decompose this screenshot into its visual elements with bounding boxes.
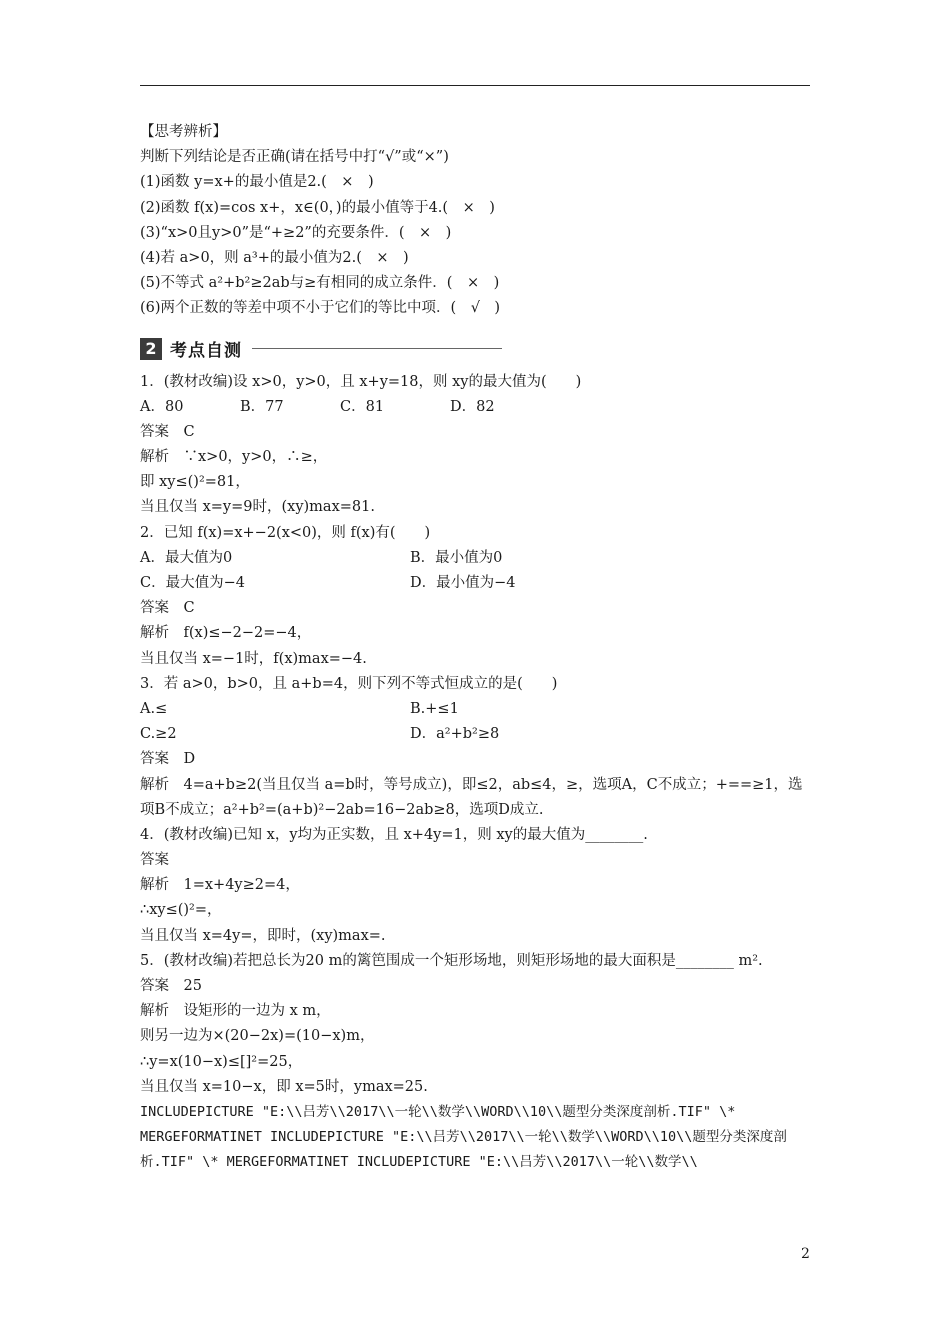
option-d: D．最小值为−4 [410,575,516,591]
thinking-item: (3)“x>0且y>0”是“+≥2”的充要条件．( × ) [140,224,452,241]
thinking-title: 【思考辨析】 [140,124,227,140]
question-options [140,546,812,571]
option-c: C.≥2 [140,726,177,743]
answer: 答案 C [140,600,195,617]
question-options [140,722,812,747]
thinking-intro: 判断下列结论是否正确(请在括号中打“√”或“×”) [140,149,449,166]
question-options [140,571,812,596]
option-a: A．80 [140,398,184,415]
analysis-line: 解析 设矩形的一边为 x m， [140,1003,331,1020]
section-heading [140,336,812,362]
option-b: B.+≤1 [410,700,459,717]
analysis-line: 即 xy≤()²=81， [140,474,250,491]
question-options [140,395,812,420]
answer: 答案 D [140,751,196,768]
section-title: 考点自测 [170,341,242,361]
question-options [140,697,812,722]
option-b: B．最小值为0 [410,549,503,566]
question-stem: 3．若 a>0，b>0，且 a+b=4，则下列不等式恒成立的是( ) [140,675,558,692]
section-rule [252,348,502,349]
page-number: 2 [801,1246,810,1262]
analysis-line: 当且仅当 x=10−x，即 x=5时，ymax=25. [140,1078,428,1095]
thinking-item: (1)函数 y=x+的最小值是2.( × ) [140,174,374,191]
thinking-item: (4)若 a>0，则 a³+的最小值为2.( × ) [140,249,409,266]
option-c: C．81 [340,398,385,415]
option-d: D．82 [450,398,495,415]
answer: 答案 [140,852,169,869]
analysis-line: 当且仅当 x=y=9时，(xy)max=81. [140,499,375,516]
analysis-line: 解析 ∵x>0，y>0，∴≥， [140,449,328,466]
analysis-line: 当且仅当 x=−1时，f(x)max=−4. [140,650,367,667]
answer: 答案 C [140,423,195,440]
answer: 答案 25 [140,978,202,995]
field-code-text: INCLUDEPICTURE "E:\\吕芳\\2017\\一轮\\数学\\WORD\\10\\题型分类深度剖析.TIF" \* MERGEFORMATINET INCLUDEPICTURE "E:\\吕芳\\2017\\一轮\\数学\\WORD\\10\\题型分类深度剖析.TIF" \* MERGEFORMATINET INCLUDEPICTURE "E:\\吕芳\\2017\\一轮\\数学\\ [140,1103,787,1171]
analysis-line: 当且仅当 x=4y=，即时，(xy)max=. [140,927,386,944]
option-d: D．a²+b²≥8 [410,726,500,743]
question-stem: 2．已知 f(x)=x+−2(x<0)，则 f(x)有( ) [140,524,431,541]
thinking-item: (2)函数 f(x)=cos x+，x∈(0，)的最小值等于4.( × ) [140,199,495,216]
analysis-line: 解析 f(x)≤−2−2=−4， [140,625,312,642]
analysis-line: ∴xy≤()²=， [140,902,222,919]
question-stem: 4．(教材改编)已知 x，y均为正实数，且 x+4y=1，则 xy的最大值为________. [140,826,648,843]
option-b: B．77 [240,398,284,415]
header-rule [140,85,810,86]
option-c: C．最大值为−4 [140,575,245,591]
question-stem: 1．(教材改编)设 x>0，y>0，且 x+y=18，则 xy的最大值为( ) [140,373,582,390]
option-a: A.≤ [140,700,168,717]
analysis-line: ∴y=x(10−x)≤[]²=25， [140,1053,303,1070]
thinking-item: (5)不等式 a²+b²≥2ab与≥有相同的成立条件．( × ) [140,275,500,292]
analysis-line: 则另一边为×(20−2x)=(10−x)m， [140,1028,375,1045]
analysis-line: 解析 1=x+4y≥2=4， [140,877,300,894]
page-content [140,120,812,1176]
analysis-line: 解析 4=a+b≥2(当且仅当 a=b时，等号成立)，即≤2，ab≤4，≥，选项A，C不成立；+==≥1，选项B不成立；a²+b²=(a+b)²−2ab=16−2ab≥8，选项D成立. [140,776,803,818]
question-stem: 5．(教材改编)若把总长为20 m的篱笆围成一个矩形场地，则矩形场地的最大面积是________ m². [140,952,763,969]
thinking-item: (6)两个正数的等差中项不小于它们的等比中项．( √ ) [140,300,501,317]
section-number-badge: 2 [140,338,162,360]
option-a: A．最大值为0 [140,549,233,566]
